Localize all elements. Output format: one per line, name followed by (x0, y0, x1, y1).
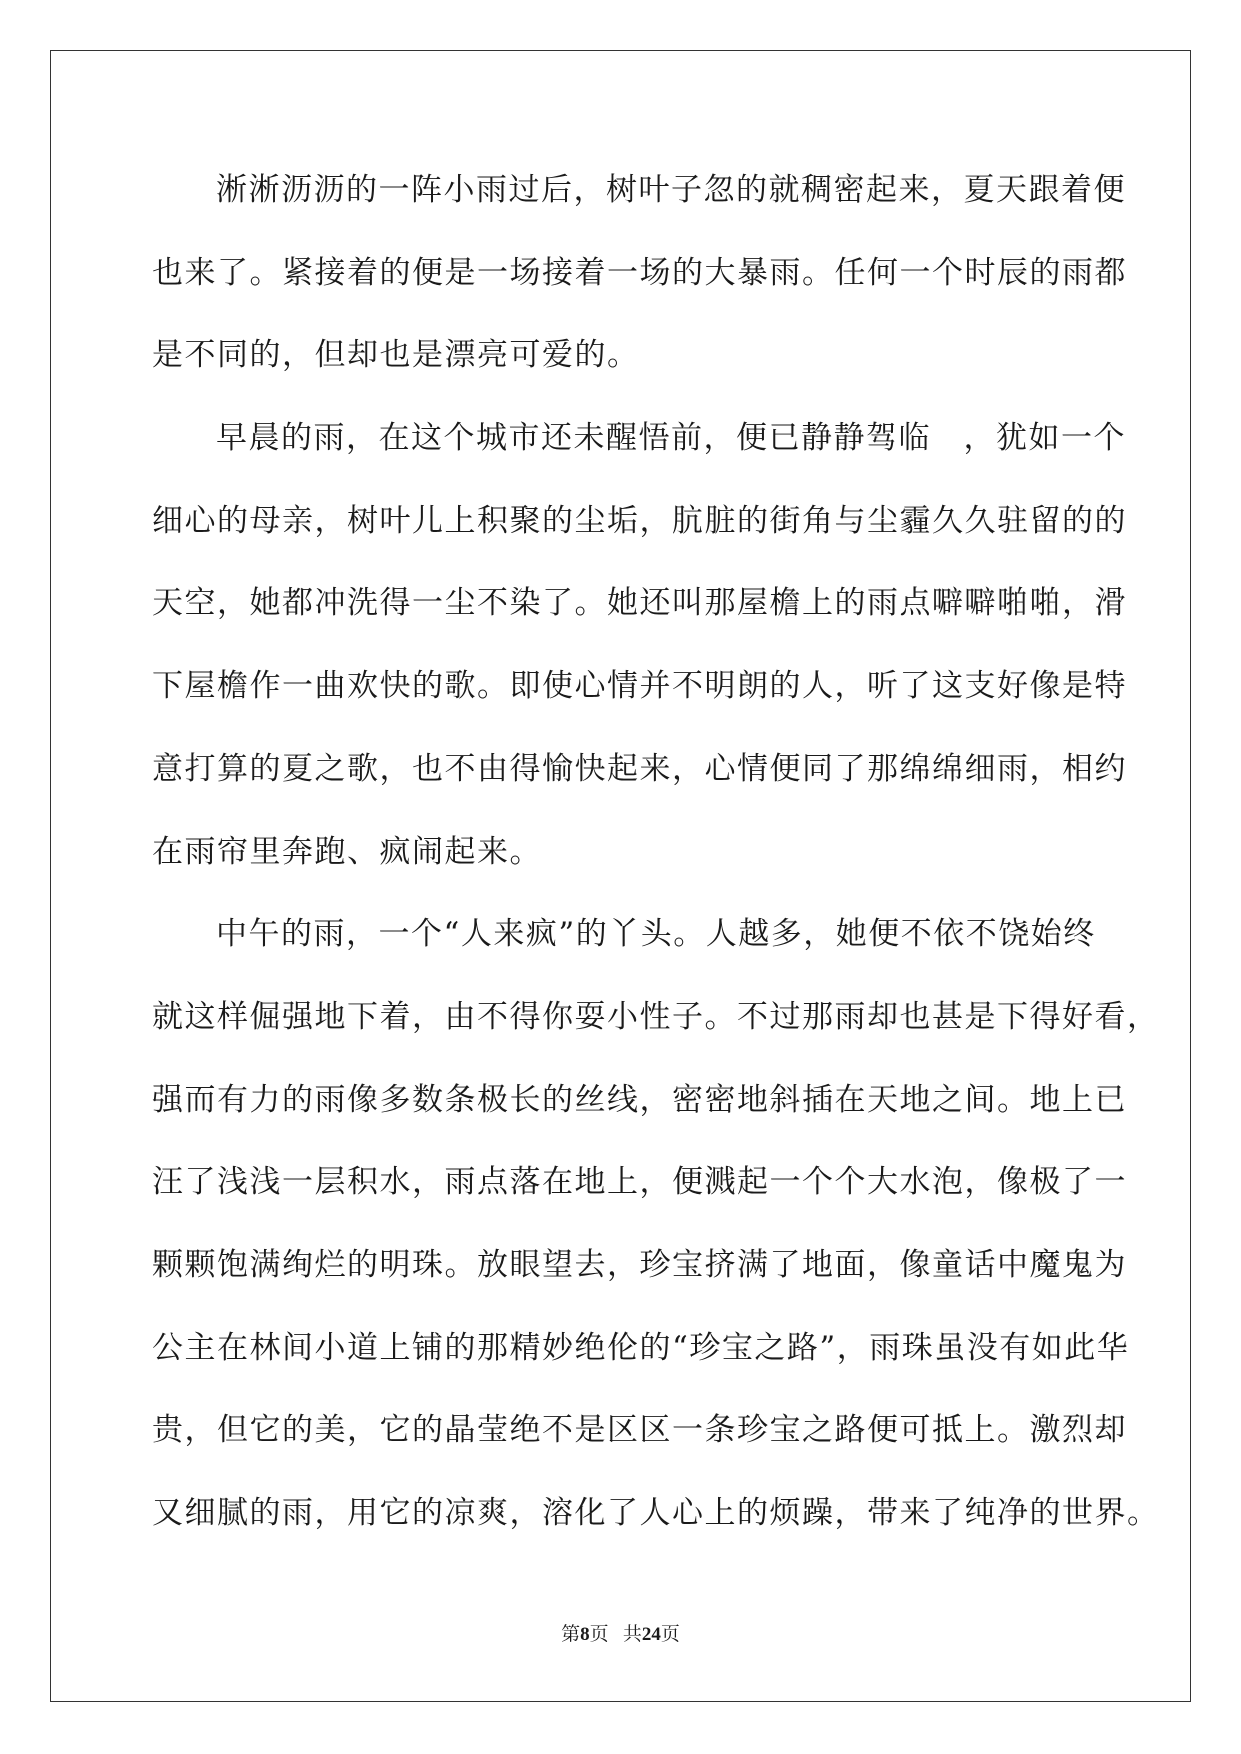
text-line: 在雨帘里奔跑、疯闹起来。 (152, 833, 542, 870)
text-line: 天空，她都冲洗得一尘不染了。她还叫那屋檐上的雨点噼噼啪啪，滑 (152, 585, 1127, 622)
text-line: 也来了。紧接着的便是一场接着一场的大暴雨。任何一个时辰的雨都 (152, 254, 1127, 291)
text-line: 细心的母亲，树叶儿上积聚的尘垢，肮脏的街角与尘霾久久驻留的的 (152, 502, 1127, 539)
total-page-count: 24 (641, 1624, 661, 1645)
paragraph-1 (152, 160, 1127, 408)
page-footer (0, 1619, 1241, 1646)
text-line: 贵，但它的美，它的晶莹绝不是区区一条珍宝之路便可抵上。激烈却 (152, 1412, 1127, 1449)
footer-prefix: 第 (561, 1624, 581, 1645)
footer-total-prefix: 共 (622, 1624, 642, 1645)
text-line: 就这样倔强地下着，由不得你耍小性子。不过那雨却也甚是下得好看， (152, 998, 1160, 1035)
current-page-number: 8 (580, 1624, 590, 1645)
text-line: 强而有力的雨像多数条极长的丝线，密密地斜插在天地之间。地上已 (152, 1081, 1127, 1118)
text-line: 意打算的夏之歌，也不由得愉快起来，心情便同了那绵绵细雨，相约 (152, 750, 1127, 787)
text-line: 汪了浅浅一层积水，雨点落在地上，便溅起一个个大水泡，像极了一 (152, 1164, 1127, 1201)
footer-page-suffix: 页 (589, 1624, 609, 1645)
text-line: 下屋檐作一曲欢快的歌。即使心情并不明朗的人，听了这支好像是特 (152, 668, 1127, 705)
text-line: 早晨的雨，在这个城市还未醒悟前，便已静静驾临 ，犹如一个 (216, 420, 1126, 457)
footer-total-suffix: 页 (660, 1624, 680, 1645)
text-line: 公主在林间小道上铺的那精妙绝伦的“珍宝之路”，雨珠虽没有如此华 (152, 1329, 1130, 1366)
text-line: 颗颗饱满绚烂的明珠。放眼望去，珍宝挤满了地面，像童话中魔鬼为 (152, 1246, 1127, 1283)
text-line: 中午的雨，一个“人来疯”的丫头。人越多，她便不依不饶始终 (216, 916, 1096, 953)
paragraph-3 (152, 904, 1160, 1566)
text-line: 淅淅沥沥的一阵小雨过后，树叶子忽的就稠密起来，夏天跟着便 (216, 172, 1126, 208)
text-line: 是不同的，但却也是漂亮可爱的。 (152, 337, 640, 374)
paragraph-2 (152, 408, 1127, 904)
document-body (152, 160, 1160, 1566)
text-line: 又细腻的雨，用它的凉爽，溶化了人心上的烦躁，带来了纯净的世界。 (152, 1495, 1160, 1531)
